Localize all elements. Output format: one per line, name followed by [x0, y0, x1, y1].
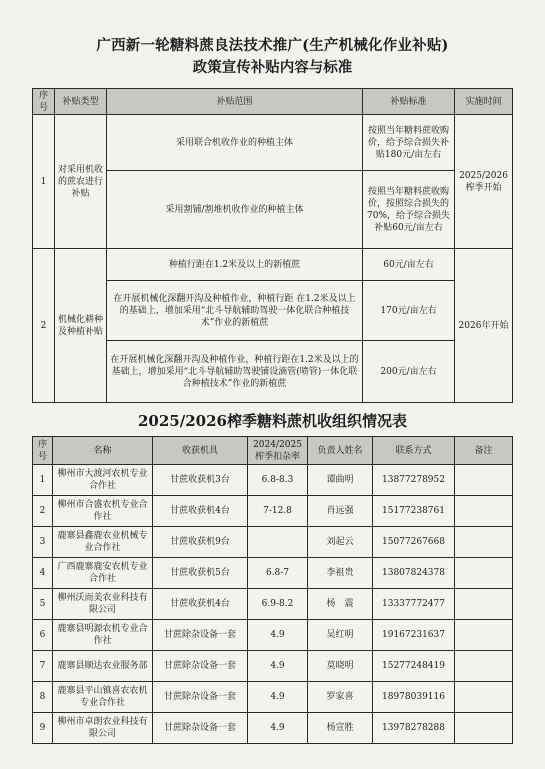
phone-number: 13877278952 [373, 465, 455, 496]
table-row [33, 589, 513, 620]
machine: 甘蔗除杂设备一套 [153, 682, 248, 713]
impurity-rate: 4.9 [248, 651, 308, 682]
doc-subtitle: 政策宣传补贴内容与标准 [192, 59, 353, 76]
table-row [33, 682, 513, 713]
col-header-type: 补贴类型 [55, 89, 107, 115]
table-row [33, 496, 513, 527]
impurity-rate: 6.9-8.2 [248, 589, 308, 620]
note [455, 620, 513, 651]
row-number: 3 [33, 527, 53, 558]
col-header-note: 备注 [455, 437, 513, 465]
table-row [33, 249, 513, 281]
subsidy-type: 对采用机收的蔗农进行补贴 [55, 115, 107, 249]
machine: 甘蔗收获机4台 [153, 589, 248, 620]
subsidy-type: 机械化耕种及种植补贴 [55, 249, 107, 403]
org-name: 鹿寨县顺达农业服务部 [53, 651, 153, 682]
machine: 甘蔗收获机5台 [153, 558, 248, 589]
phone-number: 13807824378 [373, 558, 455, 589]
phone-number: 13978278288 [373, 713, 455, 744]
subsidy-standard: 170元/亩左右 [363, 281, 455, 341]
machine: 甘蔗收获机9台 [153, 527, 248, 558]
note [455, 713, 513, 744]
person-name: 莫晓明 [308, 651, 373, 682]
person-name: 杨宣胜 [308, 713, 373, 744]
impurity-rate: 6.8-8.3 [248, 465, 308, 496]
row-number: 9 [33, 713, 53, 744]
person-name: 杨 震 [308, 589, 373, 620]
table-row [33, 115, 513, 171]
phone-number: 15277248419 [373, 651, 455, 682]
col-header-phone: 联系方式 [373, 437, 455, 465]
phone-number: 18978039116 [373, 682, 455, 713]
person-name: 李祖贵 [308, 558, 373, 589]
table-row [33, 465, 513, 496]
implementation-time: 2026年开始 [455, 249, 513, 403]
org-name: 柳州市卓朗农业科技有限公司 [53, 713, 153, 744]
org-name: 鹿寨县明源农机专业合作社 [53, 620, 153, 651]
impurity-rate: 7-12.8 [248, 496, 308, 527]
table-row [33, 527, 513, 558]
person-name: 吴红明 [308, 620, 373, 651]
machine: 甘蔗除杂设备一套 [153, 620, 248, 651]
impurity-rate: 6.8-7 [248, 558, 308, 589]
phone-number: 15177238761 [373, 496, 455, 527]
subsidy-table [32, 88, 513, 403]
row-number: 5 [33, 589, 53, 620]
phone-number: 19167231637 [373, 620, 455, 651]
col-header-standard: 补贴标准 [363, 89, 455, 115]
col-header-scope: 补贴范围 [107, 89, 363, 115]
impurity-rate: 4.9 [248, 620, 308, 651]
note [455, 589, 513, 620]
col-header-no: 序号 [33, 89, 55, 115]
note [455, 651, 513, 682]
person-name: 刘起云 [308, 527, 373, 558]
subsidy-scope: 种植行距在1.2米及以上的新植蔗 [107, 249, 363, 281]
note [455, 682, 513, 713]
col-header-time: 实施时间 [455, 89, 513, 115]
subsidy-standard: 60元/亩左右 [363, 249, 455, 281]
col-header-person: 负责人姓名 [308, 437, 373, 465]
subsidy-standard: 200元/亩左右 [363, 341, 455, 403]
row-number: 7 [33, 651, 53, 682]
col-header-machine: 收获机具 [153, 437, 248, 465]
section-title: 2025/2026榨季糖料蔗机收组织情况表 [138, 412, 407, 430]
col-header-rate: 2024/2025榨季扣杂率 [248, 437, 308, 465]
machine: 甘蔗除杂设备一套 [153, 713, 248, 744]
machine: 甘蔗收获机3台 [153, 465, 248, 496]
doc-title: 广西新一轮糖料蔗良法技术推广(生产机械化作业补贴) [96, 37, 449, 54]
org-name: 柳州沃而美农业科技有限公司 [53, 589, 153, 620]
impurity-rate [248, 527, 308, 558]
phone-number: 15077267668 [373, 527, 455, 558]
impurity-rate: 4.9 [248, 682, 308, 713]
subsidy-scope: 在开展机械化深翻开沟及种植作业，种植行距 在1.2米及以上的基础上，增加采用“北斗导航辅助驾驶一体化联合种植技术”作业的新植蔗 [107, 281, 363, 341]
harvest-table [32, 436, 513, 744]
org-name: 柳州市大渡河农机专业合作社 [53, 465, 153, 496]
note [455, 496, 513, 527]
subsidy-standard: 按照当年糖料蔗收购价，按照综合损失的70%，给予综合损失补贴60元/亩左右 [363, 171, 455, 249]
person-name: 谭曲明 [308, 465, 373, 496]
row-number: 1 [33, 115, 55, 249]
person-name: 罗家喜 [308, 682, 373, 713]
phone-number: 13337772477 [373, 589, 455, 620]
subsidy-table-header [33, 89, 513, 115]
table-row [33, 620, 513, 651]
org-name: 鹿寨县平山镇喜农农机专业合作社 [53, 682, 153, 713]
machine: 甘蔗除杂设备一套 [153, 651, 248, 682]
org-name: 广西鹿寨鹿安农机专业合作社 [53, 558, 153, 589]
row-number: 8 [33, 682, 53, 713]
row-number: 6 [33, 620, 53, 651]
machine: 甘蔗收获机4台 [153, 496, 248, 527]
col-header-no: 序号 [33, 437, 53, 465]
subsidy-scope: 在开展机械化深翻开沟及种植作业，种植行距在1.2米及以上的基础上，增加采用“北斗导航辅助驾驶铺设滴管(喷管)一体化联合种植技术”作业的新植蔗 [107, 341, 363, 403]
org-name: 鹿寨县鑫鹿农业机械专业合作社 [53, 527, 153, 558]
note [455, 465, 513, 496]
impurity-rate: 4.9 [248, 713, 308, 744]
row-number: 2 [33, 249, 55, 403]
person-name: 肖远强 [308, 496, 373, 527]
subsidy-scope: 采用联合机收作业的种植主体 [107, 115, 363, 171]
col-header-name: 名称 [53, 437, 153, 465]
subsidy-standard: 按照当年糖料蔗收购价，给予综合损失补贴180元/亩左右 [363, 115, 455, 171]
row-number: 1 [33, 465, 53, 496]
table-row [33, 558, 513, 589]
harvest-table-header [33, 437, 513, 465]
implementation-time: 2025/2026榨季开始 [455, 115, 513, 249]
note [455, 558, 513, 589]
row-number: 4 [33, 558, 53, 589]
subsidy-scope: 采用割铺/割堆机收作业的种植主体 [107, 171, 363, 249]
note [455, 527, 513, 558]
row-number: 2 [33, 496, 53, 527]
table-row [33, 713, 513, 744]
table-row [33, 651, 513, 682]
org-name: 柳州市合盛农机专业合作社 [53, 496, 153, 527]
